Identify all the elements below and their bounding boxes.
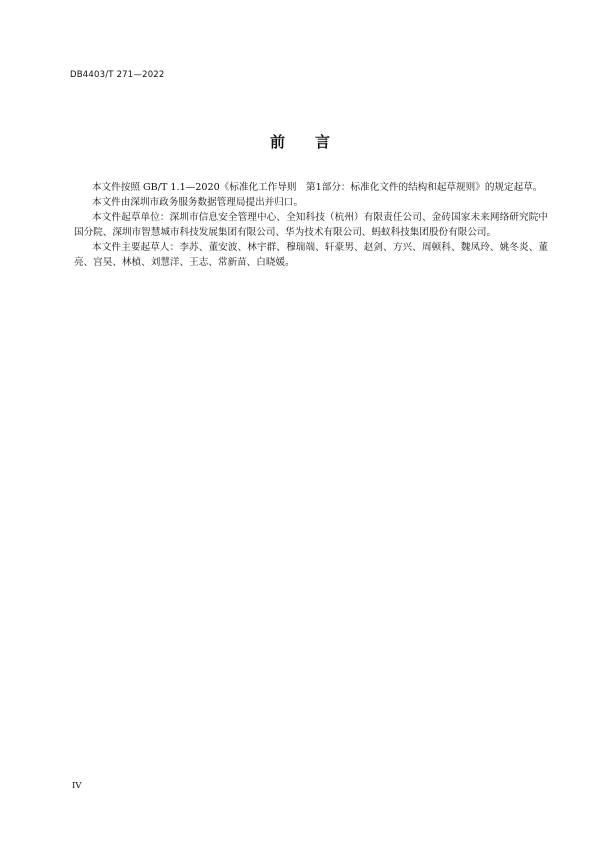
paragraph-proposer: 本文件由深圳市政务服务数据管理局提出并归口。 bbox=[92, 197, 304, 208]
page-number: IV bbox=[72, 781, 82, 791]
page-title-char-1: 前 bbox=[269, 133, 285, 151]
paragraph-drafting-basis: 本文件按照 GB/T 1.1—2020《标准化工作导则 第1部分：标准化文件的结构和起草规则》的规定起草。 bbox=[92, 182, 543, 193]
paragraph-drafters: 本文件主要起草人：李苏、董安波、林宇群、穆瑞端、轩豪男、赵剑、方兴、周顿科、魏凤玲、姚冬炎、董亮、宫昊、林楨、刘慧洋、王志、常新苗、白晓媛。 bbox=[74, 242, 548, 268]
page-title bbox=[0, 131, 600, 152]
page-title-char-2: 言 bbox=[315, 133, 331, 151]
foreword-body bbox=[74, 180, 548, 270]
document-code: DB4403/T 271—2022 bbox=[70, 70, 165, 80]
paragraph-drafting-units: 本文件起草单位：深圳市信息安全管理中心、全知科技（杭州）有限责任公司、金砖国家未来网络研究院中国分院、深圳市智慧城市科技发展集团有限公司、华为技术有限公司、蚂蚁科技集团股份有限公司。 bbox=[74, 212, 548, 238]
